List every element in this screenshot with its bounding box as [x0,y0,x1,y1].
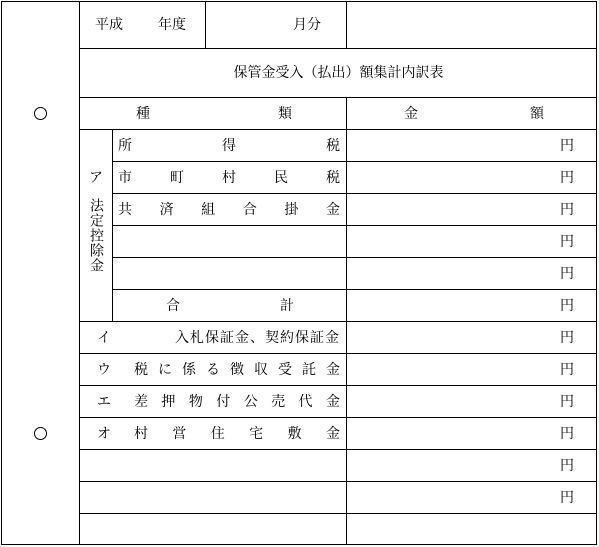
form-title: 保管金受入（払出）額集計内訳表 [233,65,444,81]
name-char: 収 [254,362,268,378]
name-char: 所 [118,138,132,154]
name-char: 公 [243,394,258,410]
name-char: 税 [134,362,148,378]
row-line [79,321,597,322]
row-line [79,513,597,514]
row-name-seizure-sale [134,395,340,409]
yen-unit: 円 [560,234,574,250]
section-a-label: ア [89,170,103,186]
name-char: 敷 [287,426,302,442]
name-char: 合 [166,298,180,314]
name-char: 共 [118,202,132,218]
binding-hole-top [34,107,47,120]
row-name-housing-deposit [134,427,340,441]
header-bottom-line [79,48,597,49]
yen-unit: 円 [560,426,574,442]
row-line [79,353,597,354]
kind-header-char: 類 [278,106,292,122]
row-line [79,417,597,418]
yen-unit: 円 [560,298,574,314]
name-char: 金 [325,426,340,442]
amount-column-line [346,1,347,48]
name-char: 金 [325,394,340,410]
row-name-mutual-aid [118,203,340,217]
name-char: 住 [210,426,225,442]
name-char: 託 [302,362,316,378]
name-char: 代 [298,394,313,410]
kind-column-header [136,107,292,121]
era-label: 平成 [95,17,123,33]
name-char: 組 [201,202,216,218]
yen-unit: 円 [560,202,574,218]
yen-unit: 円 [560,330,574,346]
row-line [79,481,597,482]
name-char: 付 [216,394,231,410]
form-frame [1,1,597,545]
name-char: 民 [274,170,288,186]
name-char: 税 [326,138,340,154]
row-name-municipal-tax [118,171,340,185]
section-a-group-label [88,198,104,273]
column-header-line [79,129,597,130]
row-line [112,225,597,226]
name-char: 営 [172,426,187,442]
yen-unit: 円 [560,362,574,378]
kind-header-char: 種 [136,106,150,122]
name-char: 金 [325,202,340,218]
name-char: 村 [222,170,236,186]
name-char: 物 [188,394,203,410]
row-name-income-tax [118,139,340,153]
row-line [112,193,597,194]
year-label: 年度 [158,17,186,33]
title-bottom-line [79,97,597,98]
name-char: 徴 [230,362,244,378]
section-o-label: オ [97,426,111,442]
yen-unit: 円 [560,394,574,410]
name-char: 村 [134,426,148,442]
name-char: 押 [161,394,176,410]
amount-header-char: 額 [530,106,544,122]
amount-column-header [404,107,544,121]
name-char: 税 [326,170,340,186]
row-line [112,161,597,162]
row-name-tax-collection [134,363,340,377]
name-char: 差 [134,394,148,410]
name-char: 係 [182,362,196,378]
group-label-char: 法定控除金 [88,198,104,273]
month-label: 月分 [293,17,321,33]
row-name-bid-deposit: 入札保証金、契約保証金 [175,330,340,346]
yen-unit: 円 [560,266,574,282]
row-line [79,385,597,386]
name-char: る [206,362,220,378]
section-u-label: ウ [97,362,111,378]
amount-header-char: 金 [404,106,418,122]
row-line [79,449,597,450]
name-char: 宅 [249,426,264,442]
margin-line [79,1,80,545]
yen-unit: 円 [560,138,574,154]
name-char: 売 [271,394,286,410]
name-char: 合 [242,202,257,218]
name-char: 済 [159,202,174,218]
name-char: 計 [280,298,294,314]
name-char: 得 [222,138,236,154]
name-char: 町 [170,170,184,186]
yen-unit: 円 [560,490,574,506]
name-char: に [158,362,172,378]
section-e-label: エ [97,394,111,410]
row-line [112,289,597,290]
yen-unit: 円 [560,458,574,474]
row-name-subtotal [166,299,294,313]
row-line [112,257,597,258]
name-char: 掛 [284,202,299,218]
binding-hole-bottom [34,427,47,440]
yen-unit: 円 [560,170,574,186]
name-char: 受 [278,362,292,378]
name-char: 金 [326,362,340,378]
section-i-label: イ [97,330,111,346]
name-char: 市 [118,170,132,186]
header-divider [205,1,206,48]
